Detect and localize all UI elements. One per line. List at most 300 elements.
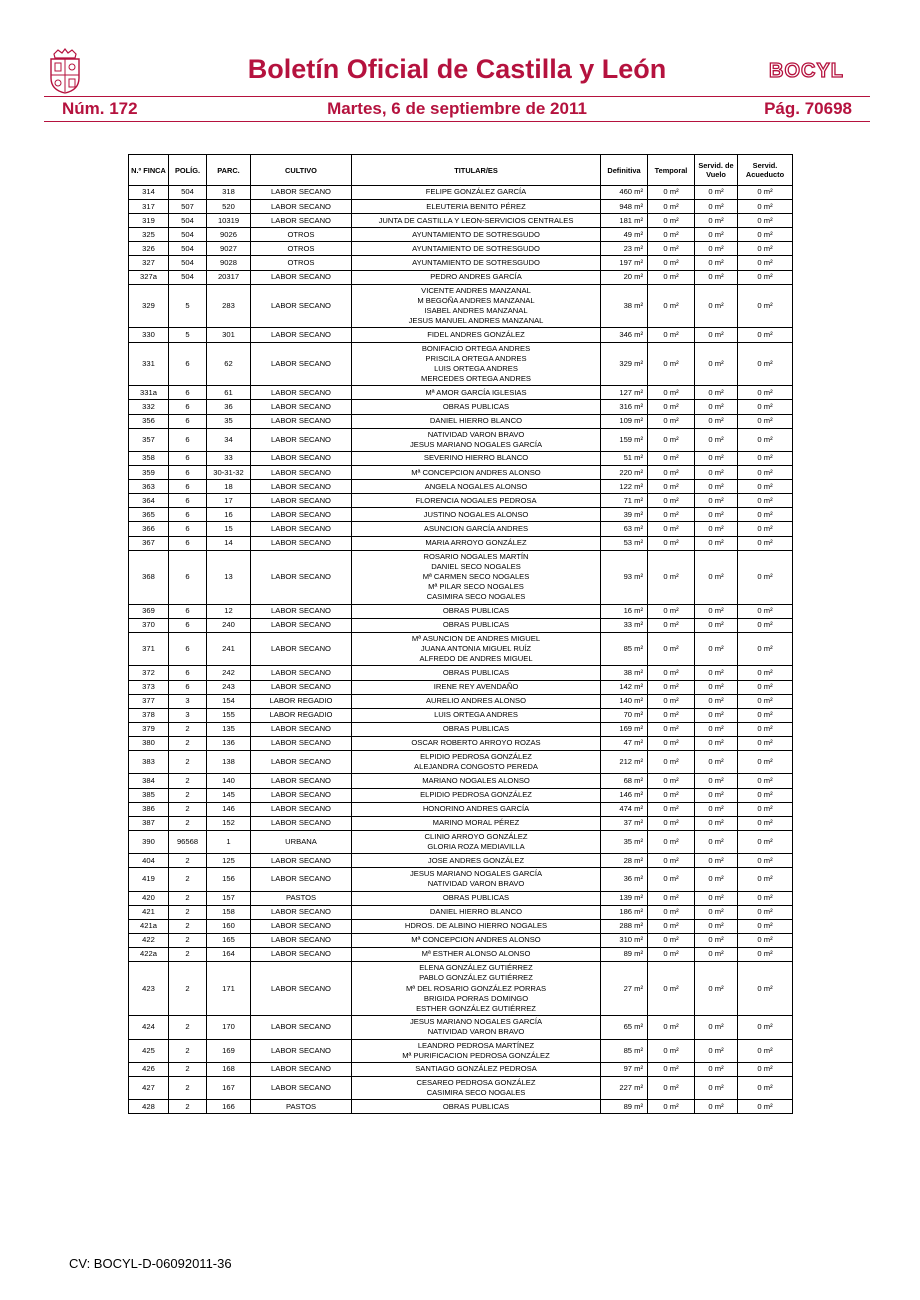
titular-name: ELEUTERIA BENITO PÉREZ bbox=[426, 201, 526, 211]
col-finca-cell: 327 bbox=[129, 256, 169, 270]
col-poligono-cell: 3 bbox=[169, 694, 207, 708]
col-parcela-cell: 154 bbox=[207, 694, 251, 708]
col-servid-vuelo-cell: 0 m² bbox=[695, 722, 738, 736]
col-finca-cell: 367 bbox=[129, 536, 169, 550]
col-poligono-cell: 5 bbox=[169, 328, 207, 342]
col-titulares-cell bbox=[352, 508, 601, 522]
col-titulares-cell bbox=[352, 774, 601, 788]
table-row bbox=[129, 666, 793, 680]
col-parcela-cell: 16 bbox=[207, 508, 251, 522]
col-titulares-cell bbox=[352, 632, 601, 666]
col-definitiva-cell: 310 m² bbox=[601, 933, 648, 947]
col-cultivo-cell: OTROS bbox=[251, 228, 352, 242]
col-titulares-cell bbox=[352, 868, 601, 891]
table-row bbox=[129, 428, 793, 451]
titular-name: MERCEDES ORTEGA ANDRES bbox=[421, 374, 531, 384]
col-servid-acueducto-cell: 0 m² bbox=[738, 428, 793, 451]
table-row bbox=[129, 536, 793, 550]
col-cultivo-cell: LABOR SECANO bbox=[251, 284, 352, 328]
col-finca-cell: 385 bbox=[129, 788, 169, 802]
col-cultivo-cell: LABOR SECANO bbox=[251, 919, 352, 933]
col-finca-cell: 383 bbox=[129, 751, 169, 774]
col-definitiva-cell: 38 m² bbox=[601, 284, 648, 328]
table-row bbox=[129, 1039, 793, 1062]
col-temporal-cell: 0 m² bbox=[648, 270, 695, 284]
titular-name: FELIPE GONZÁLEZ GARCÍA bbox=[425, 187, 527, 197]
titular-name: AYUNTAMIENTO DE SOTRESGUDO bbox=[412, 243, 540, 253]
titular-name: CASIMIRA SECO NOGALES bbox=[426, 1088, 526, 1098]
col-finca-cell: 423 bbox=[129, 962, 169, 1016]
col-servid-acueducto-cell: 0 m² bbox=[738, 962, 793, 1016]
col-parcela-cell: 165 bbox=[207, 933, 251, 947]
col-parcela-cell: 243 bbox=[207, 680, 251, 694]
col-titulares-cell bbox=[352, 694, 601, 708]
table-row bbox=[129, 200, 793, 214]
col-definitiva-cell: 948 m² bbox=[601, 200, 648, 214]
col-servid-acueducto-cell: 0 m² bbox=[738, 736, 793, 750]
col-poligono-cell: 6 bbox=[169, 508, 207, 522]
col-parcela-cell: 36 bbox=[207, 400, 251, 414]
col-titulares-cell bbox=[352, 284, 601, 328]
col-servid-acueducto-cell: 0 m² bbox=[738, 522, 793, 536]
col-temporal-cell: 0 m² bbox=[648, 550, 695, 604]
titular-name: Mª CONCEPCION ANDRES ALONSO bbox=[411, 935, 541, 945]
col-servid-vuelo-cell: 0 m² bbox=[695, 1016, 738, 1039]
col-cultivo-cell: LABOR SECANO bbox=[251, 1039, 352, 1062]
col-definitiva-cell: 329 m² bbox=[601, 342, 648, 386]
parcels-table bbox=[128, 154, 793, 1114]
col-servid-acueducto-cell: 0 m² bbox=[738, 186, 793, 200]
col-servid-vuelo-cell: 0 m² bbox=[695, 868, 738, 891]
titular-name: DANIEL SECO NOGALES bbox=[431, 561, 521, 571]
col-servid-vuelo-cell: 0 m² bbox=[695, 774, 738, 788]
col-servid-vuelo-cell: 0 m² bbox=[695, 452, 738, 466]
col-servid-acueducto-cell: 0 m² bbox=[738, 680, 793, 694]
issue-info-row bbox=[44, 98, 870, 120]
col-poligono-cell: 504 bbox=[169, 256, 207, 270]
col-definitiva-cell: 169 m² bbox=[601, 722, 648, 736]
table-row bbox=[129, 774, 793, 788]
table-row bbox=[129, 414, 793, 428]
col-poligono-cell: 6 bbox=[169, 632, 207, 666]
col-definitiva-cell: 227 m² bbox=[601, 1077, 648, 1100]
col-cultivo-cell: LABOR SECANO bbox=[251, 522, 352, 536]
col-poligono-cell: 6 bbox=[169, 604, 207, 618]
col-temporal-cell: 0 m² bbox=[648, 933, 695, 947]
titular-name: LUIS ORTEGA ANDRES bbox=[434, 710, 518, 720]
col-finca-cell: 370 bbox=[129, 618, 169, 632]
col-titulares-cell bbox=[352, 802, 601, 816]
col-servid-acueducto-cell: 0 m² bbox=[738, 256, 793, 270]
col-titulares-cell bbox=[352, 522, 601, 536]
col-servid-acueducto-header: Servid. Acueducto bbox=[738, 155, 793, 186]
col-definitiva-cell: 71 m² bbox=[601, 494, 648, 508]
col-servid-vuelo-cell: 0 m² bbox=[695, 1062, 738, 1076]
col-definitiva-cell: 122 m² bbox=[601, 480, 648, 494]
col-cultivo-cell: LABOR SECANO bbox=[251, 214, 352, 228]
table-row bbox=[129, 830, 793, 853]
titular-name: OBRAS PUBLICAS bbox=[442, 620, 510, 630]
col-servid-acueducto-cell: 0 m² bbox=[738, 694, 793, 708]
table-row bbox=[129, 722, 793, 736]
col-servid-vuelo-cell: 0 m² bbox=[695, 494, 738, 508]
titular-name: Mª ESTHER ALONSO ALONSO bbox=[421, 949, 531, 959]
col-parcela-cell: 35 bbox=[207, 414, 251, 428]
col-titulares-header: TITULAR/ES bbox=[352, 155, 601, 186]
col-cultivo-cell: LABOR SECANO bbox=[251, 680, 352, 694]
col-servid-vuelo-cell: 0 m² bbox=[695, 933, 738, 947]
col-servid-vuelo-cell: 0 m² bbox=[695, 1039, 738, 1062]
table-row bbox=[129, 868, 793, 891]
col-cultivo-cell: LABOR SECANO bbox=[251, 342, 352, 386]
col-cultivo-cell: LABOR SECANO bbox=[251, 618, 352, 632]
titular-name: SEVERINO HIERRO BLANCO bbox=[423, 453, 529, 463]
col-titulares-cell bbox=[352, 708, 601, 722]
col-servid-acueducto-cell: 0 m² bbox=[738, 816, 793, 830]
col-cultivo-cell: LABOR SECANO bbox=[251, 962, 352, 1016]
col-definitiva-cell: 97 m² bbox=[601, 1062, 648, 1076]
table-row bbox=[129, 905, 793, 919]
col-parcela-cell: 520 bbox=[207, 200, 251, 214]
col-definitiva-cell: 68 m² bbox=[601, 774, 648, 788]
col-servid-acueducto-cell: 0 m² bbox=[738, 242, 793, 256]
col-definitiva-cell: 37 m² bbox=[601, 816, 648, 830]
col-temporal-cell: 0 m² bbox=[648, 508, 695, 522]
col-servid-acueducto-cell: 0 m² bbox=[738, 604, 793, 618]
col-temporal-cell: 0 m² bbox=[648, 228, 695, 242]
col-finca-cell: 358 bbox=[129, 452, 169, 466]
titular-name: PRISCILA ORTEGA ANDRES bbox=[425, 353, 527, 363]
col-temporal-cell: 0 m² bbox=[648, 891, 695, 905]
col-poligono-cell: 504 bbox=[169, 270, 207, 284]
col-temporal-cell: 0 m² bbox=[648, 414, 695, 428]
col-temporal-cell: 0 m² bbox=[648, 604, 695, 618]
col-definitiva-cell: 85 m² bbox=[601, 1039, 648, 1062]
col-finca-cell: 364 bbox=[129, 494, 169, 508]
col-finca-cell: 380 bbox=[129, 736, 169, 750]
col-finca-cell: 327a bbox=[129, 270, 169, 284]
col-servid-acueducto-cell: 0 m² bbox=[738, 1062, 793, 1076]
col-servid-vuelo-cell: 0 m² bbox=[695, 200, 738, 214]
col-poligono-cell: 6 bbox=[169, 494, 207, 508]
titular-name: IRENE REY AVENDAÑO bbox=[433, 681, 519, 691]
col-servid-acueducto-cell: 0 m² bbox=[738, 1016, 793, 1039]
col-cultivo-cell: OTROS bbox=[251, 242, 352, 256]
col-servid-acueducto-cell: 0 m² bbox=[738, 284, 793, 328]
col-temporal-cell: 0 m² bbox=[648, 428, 695, 451]
col-titulares-cell bbox=[352, 933, 601, 947]
col-poligono-cell: 507 bbox=[169, 200, 207, 214]
col-temporal-cell: 0 m² bbox=[648, 708, 695, 722]
col-servid-vuelo-cell: 0 m² bbox=[695, 536, 738, 550]
col-finca-cell: 373 bbox=[129, 680, 169, 694]
col-servid-vuelo-cell: 0 m² bbox=[695, 550, 738, 604]
col-titulares-cell bbox=[352, 386, 601, 400]
col-servid-acueducto-cell: 0 m² bbox=[738, 508, 793, 522]
col-servid-acueducto-cell: 0 m² bbox=[738, 1100, 793, 1114]
col-parcela-cell: 1 bbox=[207, 830, 251, 853]
col-servid-acueducto-cell: 0 m² bbox=[738, 854, 793, 868]
col-titulares-cell bbox=[352, 788, 601, 802]
table-row bbox=[129, 802, 793, 816]
col-servid-vuelo-cell: 0 m² bbox=[695, 802, 738, 816]
col-definitiva-cell: 197 m² bbox=[601, 256, 648, 270]
col-poligono-cell: 6 bbox=[169, 666, 207, 680]
titular-name: PEDRO ANDRES GARCÍA bbox=[430, 272, 522, 281]
col-cultivo-cell: LABOR SECANO bbox=[251, 816, 352, 830]
table-row bbox=[129, 270, 793, 284]
col-finca-cell: 359 bbox=[129, 466, 169, 480]
col-definitiva-cell: 47 m² bbox=[601, 736, 648, 750]
titular-name: BONIFACIO ORTEGA ANDRES bbox=[421, 343, 531, 353]
titular-name: ALEJANDRA CONGOSTO PEREDA bbox=[414, 762, 538, 772]
col-poligono-cell: 2 bbox=[169, 868, 207, 891]
titular-name: Mª CARMEN SECO NOGALES bbox=[422, 572, 530, 582]
col-finca-cell: 331a bbox=[129, 386, 169, 400]
header-rule-bottom bbox=[44, 121, 870, 122]
col-temporal-cell: 0 m² bbox=[648, 328, 695, 342]
col-servid-acueducto-cell: 0 m² bbox=[738, 632, 793, 666]
col-cultivo-cell: LABOR SECANO bbox=[251, 480, 352, 494]
col-servid-vuelo-cell: 0 m² bbox=[695, 522, 738, 536]
titular-name: NATIVIDAD VARON BRAVO bbox=[427, 429, 525, 439]
col-titulares-cell bbox=[352, 962, 601, 1016]
col-poligono-cell: 6 bbox=[169, 400, 207, 414]
titular-name: ESTHER GONZÁLEZ GUTIÉRREZ bbox=[416, 1003, 536, 1013]
col-titulares-cell bbox=[352, 466, 601, 480]
col-parcela-cell: 145 bbox=[207, 788, 251, 802]
col-finca-cell: 387 bbox=[129, 816, 169, 830]
titular-name: Mª AMOR GARCÍA IGLESIAS bbox=[425, 387, 527, 397]
col-cultivo-cell: LABOR SECANO bbox=[251, 400, 352, 414]
col-titulares-cell bbox=[352, 816, 601, 830]
col-parcela-cell: 166 bbox=[207, 1100, 251, 1114]
titular-name: HDROS. DE ALBINO HIERRO NOGALES bbox=[404, 921, 548, 931]
col-servid-acueducto-cell: 0 m² bbox=[738, 751, 793, 774]
col-servid-vuelo-cell: 0 m² bbox=[695, 736, 738, 750]
col-servid-vuelo-cell: 0 m² bbox=[695, 228, 738, 242]
col-definitiva-cell: 460 m² bbox=[601, 186, 648, 200]
col-parcela-cell: 152 bbox=[207, 816, 251, 830]
table-row bbox=[129, 708, 793, 722]
titular-name: Mª DEL ROSARIO GONZÁLEZ PORRAS bbox=[405, 983, 547, 993]
titular-name: Mª PURIFICACION PEDROSA GONZÁLEZ bbox=[402, 1050, 550, 1060]
bulletin-title: Boletín Oficial de Castilla y León bbox=[247, 54, 667, 84]
col-servid-vuelo-cell: 0 m² bbox=[695, 400, 738, 414]
table-row bbox=[129, 256, 793, 270]
col-poligono-cell: 2 bbox=[169, 891, 207, 905]
col-poligono-cell: 6 bbox=[169, 386, 207, 400]
table-row bbox=[129, 962, 793, 1016]
col-poligono-cell: 6 bbox=[169, 428, 207, 451]
col-finca-cell: 371 bbox=[129, 632, 169, 666]
col-cultivo-cell: LABOR SECANO bbox=[251, 452, 352, 466]
table-row bbox=[129, 816, 793, 830]
table-row bbox=[129, 891, 793, 905]
col-definitiva-cell: 346 m² bbox=[601, 328, 648, 342]
col-temporal-cell: 0 m² bbox=[648, 694, 695, 708]
issue-number: Núm. 172 bbox=[62, 99, 138, 118]
col-titulares-cell bbox=[352, 536, 601, 550]
col-temporal-cell: 0 m² bbox=[648, 666, 695, 680]
titular-name: Mª PILAR SECO NOGALES bbox=[428, 582, 524, 592]
col-temporal-cell: 0 m² bbox=[648, 788, 695, 802]
col-servid-acueducto-cell: 0 m² bbox=[738, 891, 793, 905]
titular-name: JUSTINO NOGALES ALONSO bbox=[423, 509, 529, 519]
titular-name: CESAREO PEDROSA GONZÁLEZ bbox=[416, 1077, 536, 1087]
col-parcela-cell: 13 bbox=[207, 550, 251, 604]
col-servid-acueducto-cell: 0 m² bbox=[738, 933, 793, 947]
col-temporal-cell: 0 m² bbox=[648, 452, 695, 466]
col-servid-acueducto-cell: 0 m² bbox=[738, 452, 793, 466]
col-finca-cell: 424 bbox=[129, 1016, 169, 1039]
col-servid-vuelo-cell: 0 m² bbox=[695, 905, 738, 919]
col-servid-vuelo-cell: 0 m² bbox=[695, 414, 738, 428]
col-cultivo-cell: LABOR SECANO bbox=[251, 508, 352, 522]
titular-name: ELPIDIO PEDROSA GONZÁLEZ bbox=[420, 752, 532, 761]
col-servid-acueducto-cell: 0 m² bbox=[738, 708, 793, 722]
col-definitiva-cell: 51 m² bbox=[601, 452, 648, 466]
col-poligono-cell: 5 bbox=[169, 284, 207, 328]
col-finca-cell: 379 bbox=[129, 722, 169, 736]
col-servid-acueducto-cell: 0 m² bbox=[738, 536, 793, 550]
col-servid-acueducto-cell: 0 m² bbox=[738, 228, 793, 242]
col-servid-acueducto-cell: 0 m² bbox=[738, 802, 793, 816]
col-servid-vuelo-cell: 0 m² bbox=[695, 816, 738, 830]
titular-name: JUANA ANTONIA MIGUEL RUÍZ bbox=[420, 644, 532, 654]
col-definitiva-cell: 181 m² bbox=[601, 214, 648, 228]
col-definitiva-cell: 316 m² bbox=[601, 400, 648, 414]
col-poligono-cell: 2 bbox=[169, 919, 207, 933]
col-poligono-cell: 6 bbox=[169, 522, 207, 536]
col-cultivo-cell: LABOR SECANO bbox=[251, 722, 352, 736]
table-row bbox=[129, 508, 793, 522]
col-definitiva-cell: 23 m² bbox=[601, 242, 648, 256]
titular-name: OSCAR ROBERTO ARROYO ROZAS bbox=[411, 738, 541, 748]
col-servid-vuelo-cell: 0 m² bbox=[695, 284, 738, 328]
titular-name: JESUS MARIANO NOGALES GARCÍA bbox=[409, 439, 543, 449]
col-finca-cell: 419 bbox=[129, 868, 169, 891]
col-temporal-cell: 0 m² bbox=[648, 522, 695, 536]
col-cultivo-cell: LABOR SECANO bbox=[251, 414, 352, 428]
col-cultivo-cell: LABOR SECANO bbox=[251, 948, 352, 962]
col-finca-cell: 368 bbox=[129, 550, 169, 604]
titular-name: ALFREDO DE ANDRES MIGUEL bbox=[419, 654, 533, 664]
col-titulares-cell bbox=[352, 948, 601, 962]
col-cultivo-cell: OTROS bbox=[251, 256, 352, 270]
titular-name: AYUNTAMIENTO DE SOTRESGUDO bbox=[412, 257, 540, 267]
col-titulares-cell bbox=[352, 919, 601, 933]
col-parcela-cell: 171 bbox=[207, 962, 251, 1016]
col-servid-vuelo-cell: 0 m² bbox=[695, 214, 738, 228]
col-cultivo-cell: LABOR SECANO bbox=[251, 774, 352, 788]
col-finca-cell: 428 bbox=[129, 1100, 169, 1114]
col-servid-acueducto-cell: 0 m² bbox=[738, 414, 793, 428]
col-cultivo-cell: LABOR SECANO bbox=[251, 788, 352, 802]
col-servid-vuelo-cell: 0 m² bbox=[695, 680, 738, 694]
col-cultivo-cell: LABOR SECANO bbox=[251, 550, 352, 604]
col-parcela-cell: 301 bbox=[207, 328, 251, 342]
col-servid-acueducto-cell: 0 m² bbox=[738, 386, 793, 400]
col-titulares-cell bbox=[352, 830, 601, 853]
col-finca-cell: 325 bbox=[129, 228, 169, 242]
col-temporal-cell: 0 m² bbox=[648, 736, 695, 750]
titular-name: LUIS ORTEGA ANDRES bbox=[434, 363, 518, 373]
col-cultivo-cell: LABOR SECANO bbox=[251, 536, 352, 550]
col-definitiva-cell: 63 m² bbox=[601, 522, 648, 536]
col-finca-header: N.º FINCA bbox=[129, 155, 169, 186]
col-poligono-cell: 2 bbox=[169, 948, 207, 962]
col-servid-acueducto-cell: 0 m² bbox=[738, 342, 793, 386]
col-finca-cell: 425 bbox=[129, 1039, 169, 1062]
col-parcela-cell: 242 bbox=[207, 666, 251, 680]
col-servid-vuelo-cell: 0 m² bbox=[695, 919, 738, 933]
col-finca-cell: 421 bbox=[129, 905, 169, 919]
titular-name: FIDEL ANDRES GONZÁLEZ bbox=[427, 329, 525, 339]
titular-name: SANTIAGO GONZÁLEZ PEDROSA bbox=[415, 1064, 537, 1074]
col-temporal-cell: 0 m² bbox=[648, 816, 695, 830]
col-servid-acueducto-cell: 0 m² bbox=[738, 722, 793, 736]
col-titulares-cell bbox=[352, 494, 601, 508]
table-row bbox=[129, 854, 793, 868]
col-titulares-cell bbox=[352, 400, 601, 414]
table-row bbox=[129, 680, 793, 694]
col-servid-vuelo-cell: 0 m² bbox=[695, 962, 738, 1016]
col-servid-acueducto-cell: 0 m² bbox=[738, 480, 793, 494]
col-temporal-cell: 0 m² bbox=[648, 905, 695, 919]
col-parcela-cell: 283 bbox=[207, 284, 251, 328]
table-row bbox=[129, 933, 793, 947]
table-row bbox=[129, 386, 793, 400]
col-temporal-cell: 0 m² bbox=[648, 200, 695, 214]
col-definitiva-cell: 212 m² bbox=[601, 751, 648, 774]
col-cultivo-cell: LABOR SECANO bbox=[251, 802, 352, 816]
col-parcela-cell: 18 bbox=[207, 480, 251, 494]
table-row bbox=[129, 328, 793, 342]
col-cultivo-cell: LABOR SECANO bbox=[251, 1016, 352, 1039]
col-parcela-cell: 318 bbox=[207, 186, 251, 200]
col-finca-cell: 326 bbox=[129, 242, 169, 256]
col-titulares-cell bbox=[352, 1077, 601, 1100]
titular-name: MARINO MORAL PÉREZ bbox=[432, 818, 520, 828]
col-poligono-cell: 6 bbox=[169, 536, 207, 550]
table-row bbox=[129, 214, 793, 228]
col-servid-acueducto-cell: 0 m² bbox=[738, 400, 793, 414]
col-finca-cell: 369 bbox=[129, 604, 169, 618]
col-definitiva-cell: 109 m² bbox=[601, 414, 648, 428]
cv-code: CV: BOCYL-D-06092011-36 bbox=[69, 1256, 232, 1271]
col-poligono-cell: 2 bbox=[169, 854, 207, 868]
col-parcela-cell: 241 bbox=[207, 632, 251, 666]
table-row bbox=[129, 1016, 793, 1039]
col-parcela-cell: 9026 bbox=[207, 228, 251, 242]
col-cultivo-cell: PASTOS bbox=[251, 891, 352, 905]
col-poligono-cell: 2 bbox=[169, 962, 207, 1016]
col-servid-acueducto-cell: 0 m² bbox=[738, 328, 793, 342]
col-finca-cell: 420 bbox=[129, 891, 169, 905]
titular-name: ASUNCION GARCÍA ANDRES bbox=[423, 523, 529, 533]
col-servid-vuelo-cell: 0 m² bbox=[695, 342, 738, 386]
col-finca-cell: 378 bbox=[129, 708, 169, 722]
col-temporal-cell: 0 m² bbox=[648, 802, 695, 816]
col-parcela-cell: 62 bbox=[207, 342, 251, 386]
col-parcela-cell: 169 bbox=[207, 1039, 251, 1062]
col-titulares-cell bbox=[352, 854, 601, 868]
titular-name: ROSARIO NOGALES MARTÍN bbox=[423, 551, 529, 561]
col-parcela-cell: 164 bbox=[207, 948, 251, 962]
table-row bbox=[129, 919, 793, 933]
col-parcela-cell: 125 bbox=[207, 854, 251, 868]
